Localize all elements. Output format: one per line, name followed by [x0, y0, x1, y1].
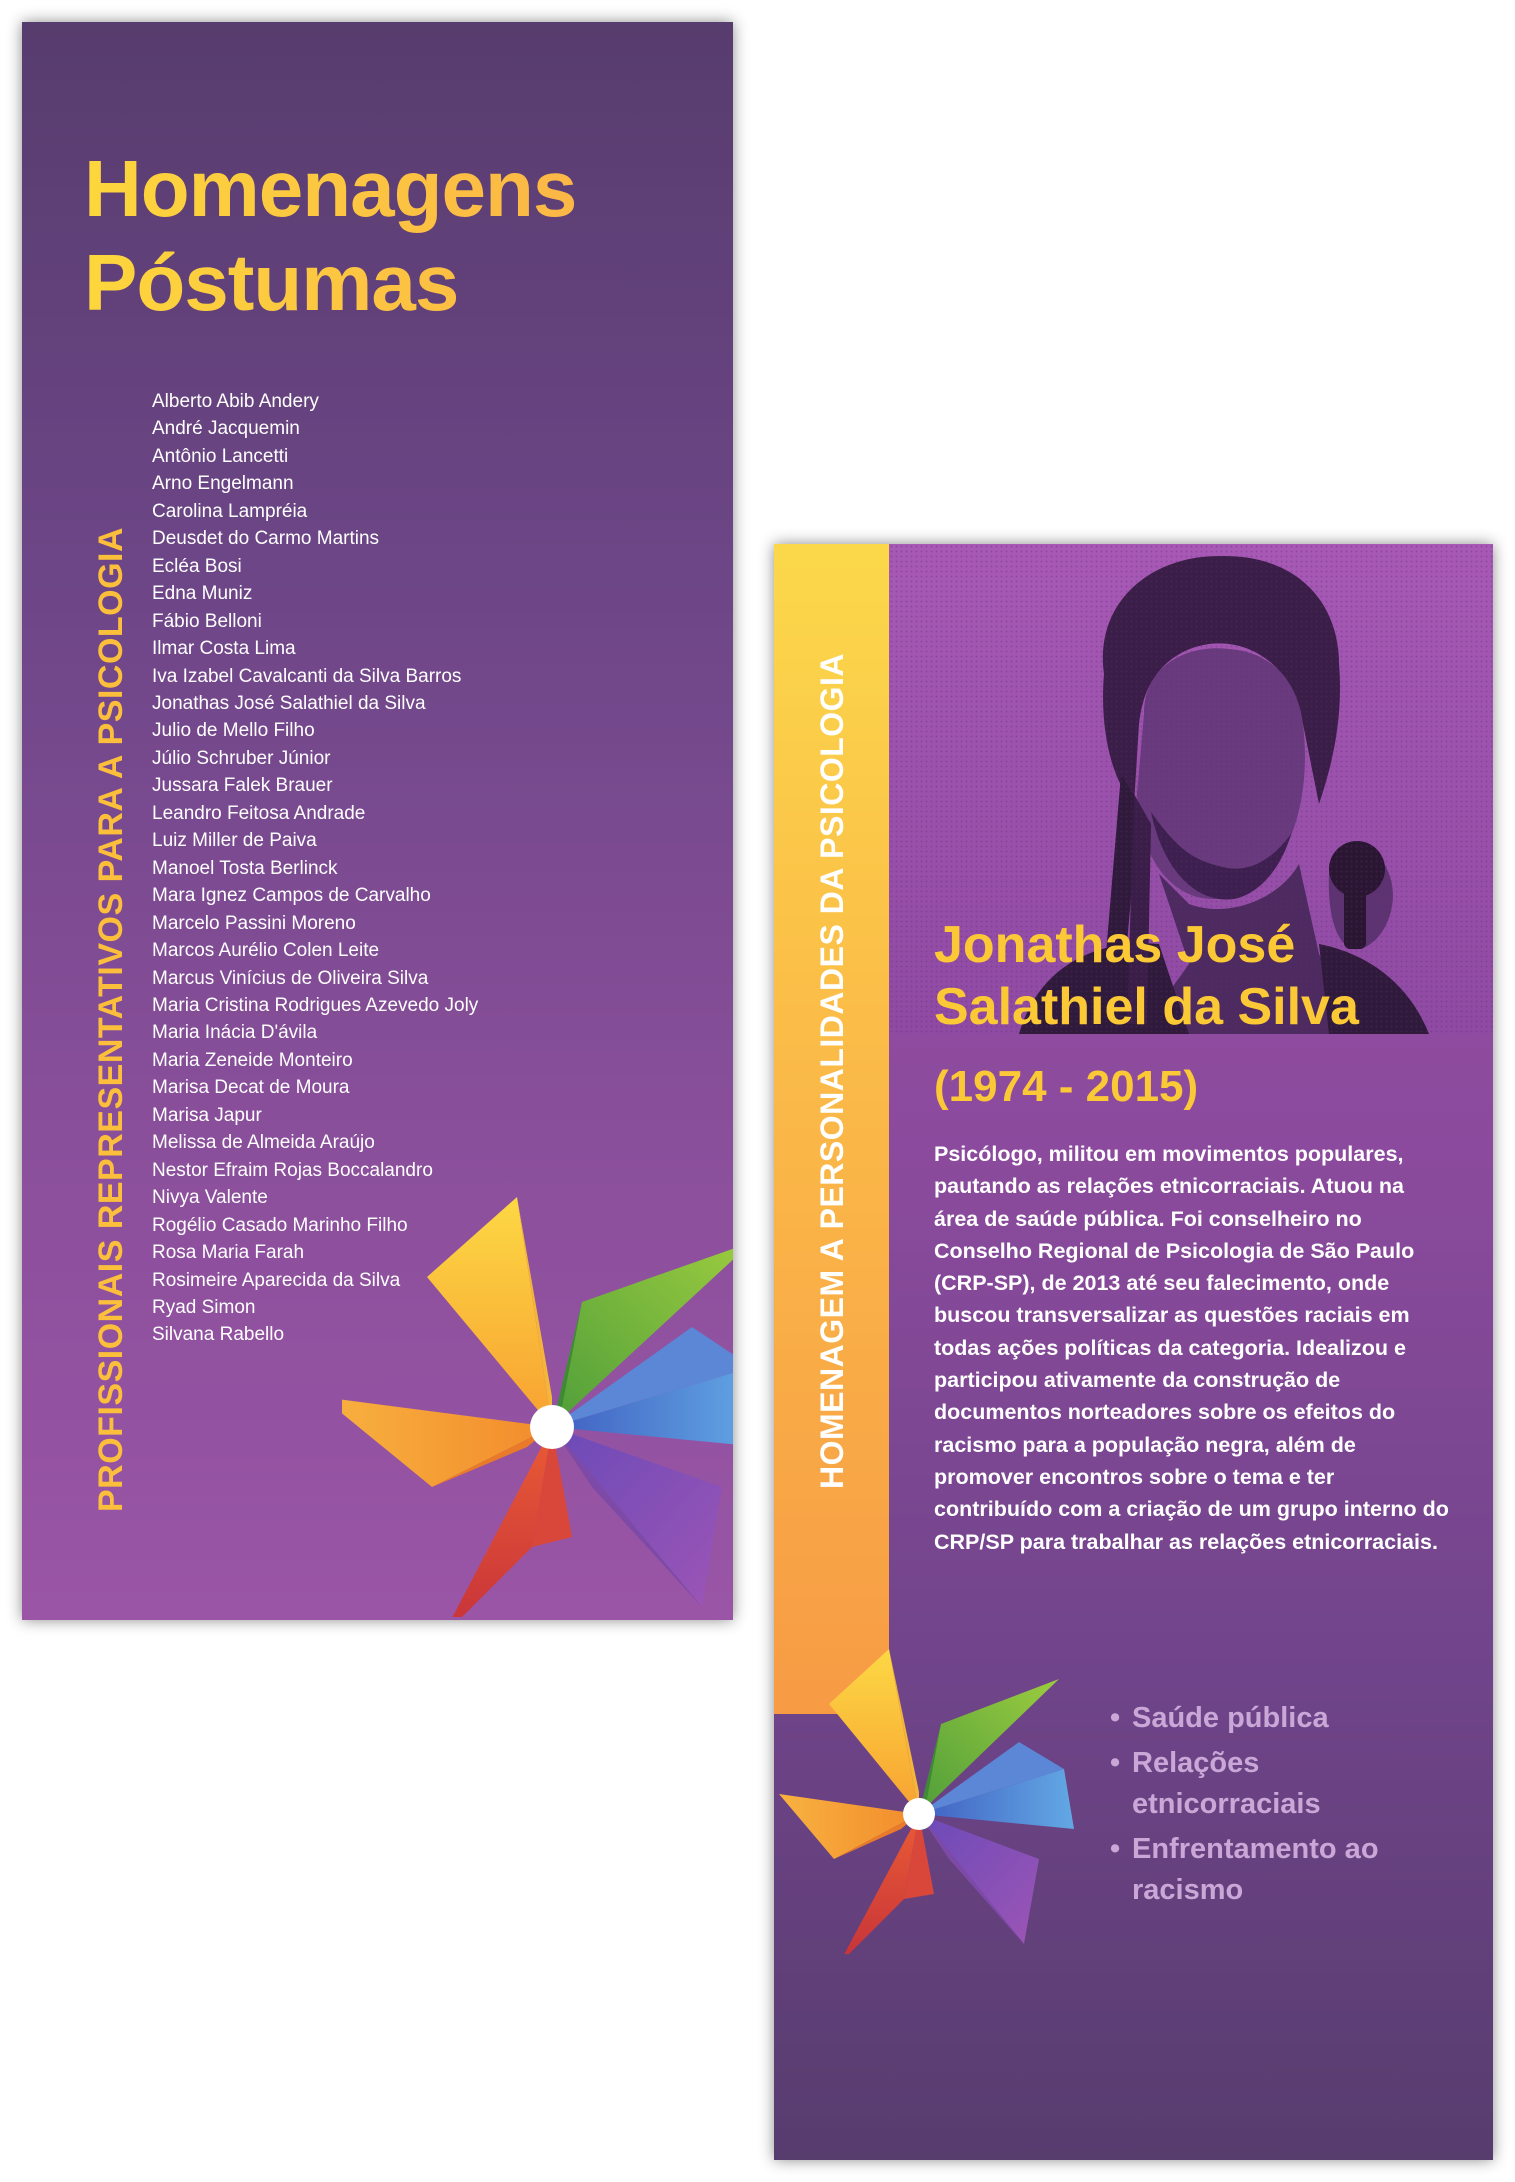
name-item: Julio de Mello Filho [152, 720, 315, 742]
name-item: Júlio Schruber Júnior [152, 747, 331, 769]
biography-text: Psicólogo, militou em movimentos populares, pautando as relações etnicorraciais. Atuou na área de saúde pública. Foi conselheiro no Conselho Regional de Psicologia de São Paulo (CRP-SP), de 2013 até seu falecimento, onde buscou transversalizar as questões raciais em todas ações políticas da categoria. Idealizou e participou ativamente da construção de documentos norteadores sobre os efeitos do racismo para a população negra, além de promover encontros sobre o tema e ter contribuído com a criação de um grupo interno do CRP/SP para trabalhar as relações etnicorraciais. [934, 1142, 1449, 1554]
name-item: Ecléa Bosi [152, 555, 242, 577]
name-item: Carolina Lampréia [152, 500, 308, 522]
topic-tag-label: Saúde pública [1132, 1702, 1329, 1734]
person-name-line-2: Salathiel da Silva [934, 978, 1359, 1036]
name-item: Ilmar Costa Lima [152, 638, 296, 660]
name-item: Marcus Vinícius de Oliveira Silva [152, 967, 429, 989]
name-item: Jonathas José Salathiel da Silva [152, 692, 426, 714]
name-item: Fábio Belloni [152, 610, 262, 632]
topic-tag [1110, 1743, 1392, 1825]
topic-tag-label: Relações etnicorraciais [1132, 1747, 1321, 1820]
topic-tag [1110, 1829, 1392, 1911]
person-name-line-1: Jonathas José [934, 916, 1296, 974]
bullet-icon: • [1110, 1833, 1121, 1865]
name-item: Maria Inácia D'ávila [152, 1022, 318, 1044]
person-name [934, 914, 1359, 1038]
name-item: Jussara Falek Brauer [152, 775, 333, 797]
name-item: Edna Muniz [152, 583, 253, 605]
vertical-heading-left: PROFISSIONAIS REPRESENTATIVOS PARA A PSICOLOGIA [92, 526, 130, 1512]
name-item: Luiz Miller de Paiva [152, 830, 317, 852]
name-item: Marisa Japur [152, 1104, 262, 1126]
name-item: Nestor Efraim Rojas Boccalandro [152, 1159, 433, 1181]
name-item: Ryad Simon [152, 1296, 256, 1318]
name-item: Rosimeire Aparecida da Silva [152, 1269, 401, 1291]
vertical-heading-right: HOMENAGEM A PERSONALIDADES DA PSICOLOGIA [814, 652, 850, 1489]
life-years: (1974 - 2015) [934, 1062, 1199, 1111]
name-item: Silvana Rabello [152, 1324, 285, 1346]
name-item: Rosa Maria Farah [152, 1242, 305, 1264]
name-item: Mara Ignez Campos de Carvalho [152, 885, 431, 907]
name-item: Alberto Abib Andery [152, 391, 319, 412]
name-item: Antônio Lancetti [152, 445, 289, 467]
name-item: Marisa Decat de Moura [152, 1077, 350, 1099]
pinwheel-icon-small [774, 1624, 1084, 1954]
name-item: Nivya Valente [152, 1187, 268, 1209]
name-item: Marcelo Passini Moreno [152, 912, 356, 934]
name-item: Arno Engelmann [152, 473, 294, 495]
right-panel [774, 544, 1493, 2160]
name-item: Melissa de Almeida Araújo [152, 1132, 375, 1154]
topic-tags [1110, 1698, 1392, 1915]
name-item: Manoel Tosta Berlinck [152, 857, 338, 879]
left-panel-title [84, 142, 576, 330]
name-item: Iva Izabel Cavalcanti da Silva Barros [152, 665, 462, 687]
name-item: Rogélio Casado Marinho Filho [152, 1214, 408, 1236]
title-line-1: Homenagens [84, 144, 577, 233]
name-item: Marcos Aurélio Colen Leite [152, 940, 380, 962]
pinwheel-icon [342, 1147, 733, 1617]
title-line-2: Póstumas [84, 238, 459, 327]
name-item: Leandro Feitosa Andrade [152, 802, 366, 824]
bullet-icon: • [1110, 1747, 1121, 1779]
name-item: Deusdet do Carmo Martins [152, 528, 380, 550]
topic-tag [1110, 1698, 1392, 1739]
bullet-icon: • [1110, 1702, 1121, 1734]
left-panel [22, 22, 733, 1620]
name-item: Maria Zeneide Monteiro [152, 1049, 353, 1071]
topic-tag-label: Enfrentamento ao racismo [1132, 1833, 1379, 1906]
name-item: Maria Cristina Rodrigues Azevedo Joly [152, 994, 479, 1016]
name-item: André Jacquemin [152, 418, 300, 440]
